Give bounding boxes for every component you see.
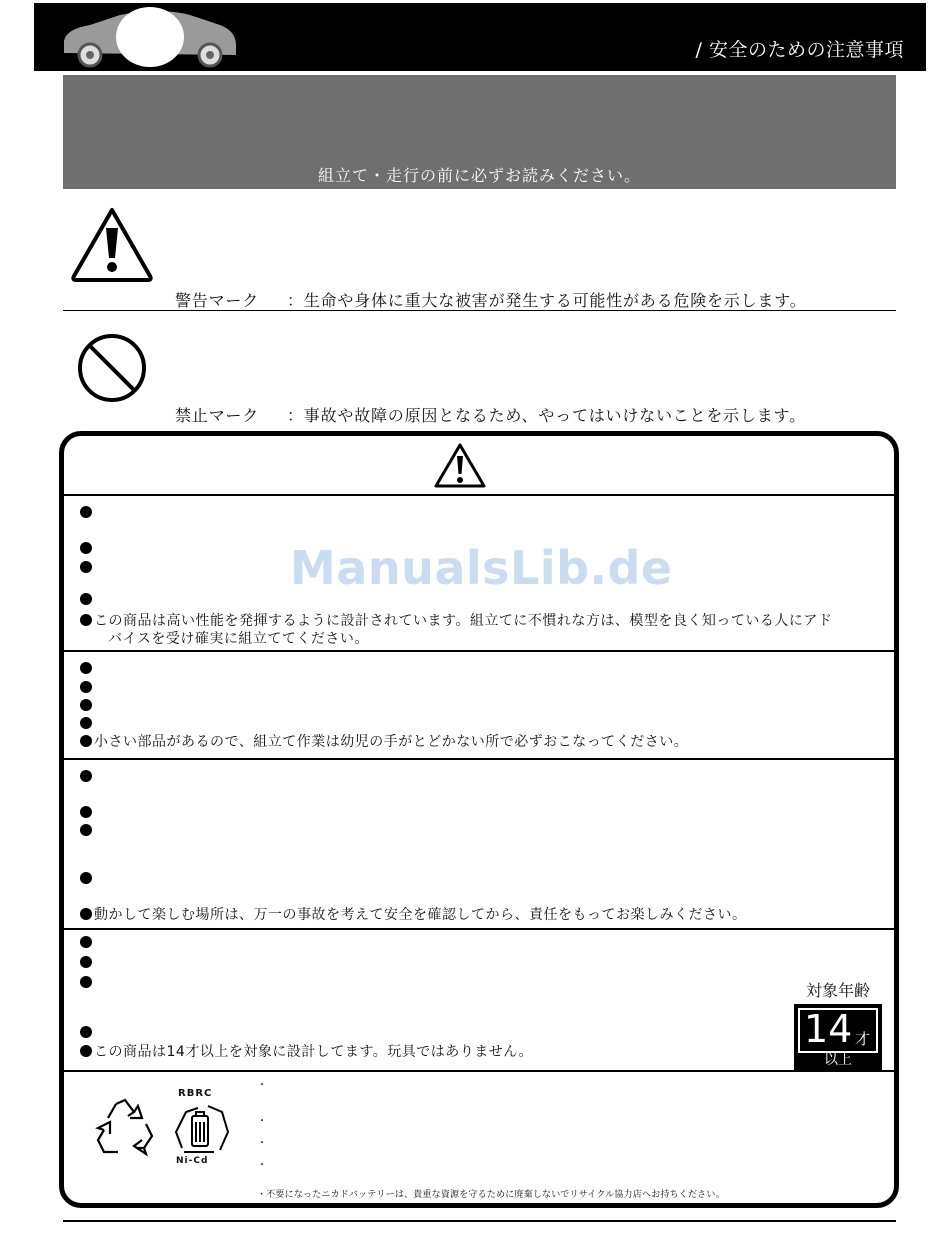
age-suffix: 以上	[824, 1052, 852, 1068]
section-4	[64, 928, 894, 1070]
car-icon	[60, 7, 240, 69]
page-title: / 安全のための注意事項	[695, 39, 904, 61]
age-unit: 才	[854, 1030, 870, 1048]
section-2	[64, 650, 894, 758]
warning-desc: ：生命や身体に重大な被害が発生する可能性がある危険を示します。	[287, 291, 807, 310]
section-battery: RBRC Ni-Cd ・ ・ ・ ・	[64, 1070, 894, 1194]
warning-key: 警告マーク	[175, 291, 260, 310]
intro-banner	[63, 75, 896, 189]
header-bar	[34, 3, 926, 71]
age-badge	[794, 978, 882, 1072]
intro-subtitle: 組立て・走行の前に必ずお読みください。	[317, 166, 641, 185]
list-item: この商品は14才以上を対象に設計してます。玩具ではありません。	[80, 1043, 880, 1061]
warning-icon	[433, 442, 487, 490]
nicd-label: Ni-Cd	[176, 1156, 209, 1166]
age-badge-label: 対象年齢	[805, 981, 870, 1000]
rbrc-label: RBRC	[178, 1088, 213, 1099]
prohibit-desc: ：事故や故障の原因となるため、やってはいけないことを示します。	[287, 406, 806, 425]
section-3	[64, 758, 894, 928]
recycle-icon	[94, 1098, 156, 1156]
warning-icon	[70, 206, 154, 282]
list-item: 動かして楽しむ場所は、万一の事故を考えて安全を確認してから、責任をもってお楽しみください。	[80, 906, 880, 924]
prohibition-icon	[76, 332, 148, 404]
prohibit-key: 禁止マーク	[175, 406, 260, 425]
list-item: この商品は高い性能を発揮するように設計されています。組立てに不慣れな方は、模型を良く知っている人にアド バイスを受け確実に組立ててください。	[80, 612, 880, 648]
battery-recycle-icon	[174, 1102, 230, 1156]
age-number: 14	[804, 1007, 853, 1051]
bottom-rule	[63, 1220, 896, 1222]
list-item: 小さい部品があるので、組立て作業は幼児の手がとどかない所で必ずおこなってください。	[80, 733, 880, 751]
battery-note: ・不要になったニカドバッテリーは、貴重な資源を守るために廃棄しないでリサイクル協力店へお持ちください。	[257, 1190, 725, 1200]
watermark: ManualsLib.de	[290, 541, 673, 595]
warning-legend	[175, 288, 807, 311]
divider	[63, 310, 896, 311]
prohibit-legend	[175, 403, 806, 426]
